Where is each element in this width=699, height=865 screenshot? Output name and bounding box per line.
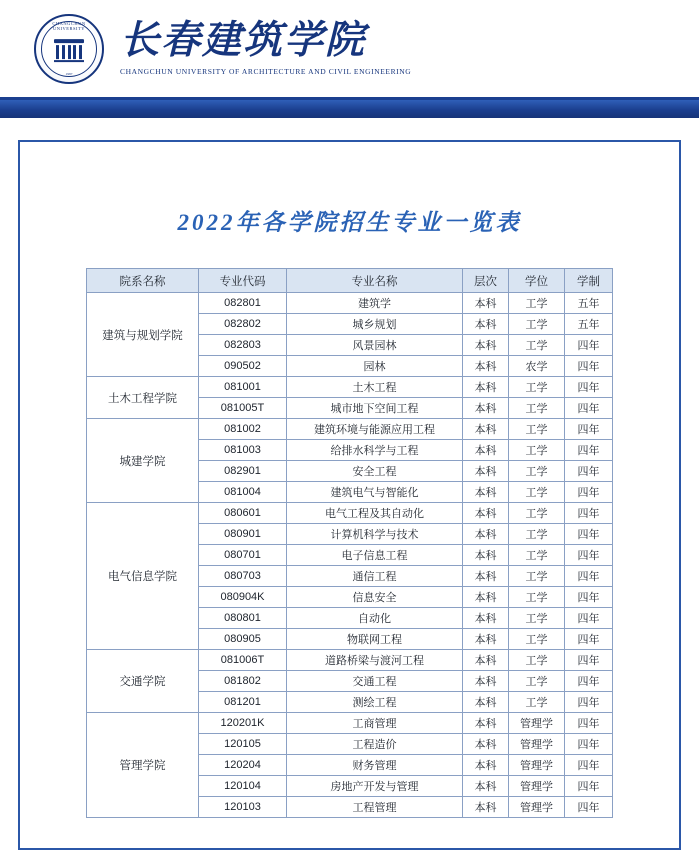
level-cell: 本科 [463,608,509,629]
years-cell: 四年 [565,608,613,629]
major-code-cell: 081004 [199,482,287,503]
major-code-cell: 090502 [199,356,287,377]
major-code-cell: 082802 [199,314,287,335]
years-cell: 四年 [565,503,613,524]
level-cell: 本科 [463,587,509,608]
column-header-1: 专业代码 [199,269,287,293]
degree-cell: 工学 [509,650,565,671]
years-cell: 四年 [565,734,613,755]
college-cell: 土木工程学院 [87,377,199,419]
years-cell: 四年 [565,545,613,566]
major-name-cell: 建筑电气与智能化 [287,482,463,503]
major-name-cell: 园林 [287,356,463,377]
years-cell: 四年 [565,629,613,650]
page-body [0,118,699,865]
level-cell: 本科 [463,566,509,587]
emblem-top-text: CHANGCHUN UNIVERSITY [52,20,86,31]
emblem-bottom-text: 1987 [65,71,73,76]
years-cell: 四年 [565,377,613,398]
major-code-cell: 081005T [199,398,287,419]
major-name-cell: 工程造价 [287,734,463,755]
level-cell: 本科 [463,545,509,566]
major-code-cell: 080801 [199,608,287,629]
years-cell: 四年 [565,776,613,797]
university-name-block [120,21,411,76]
degree-cell: 工学 [509,419,565,440]
college-cell: 管理学院 [87,713,199,818]
major-name-cell: 道路桥梁与渡河工程 [287,650,463,671]
table-body [87,293,613,818]
university-name-en: CHANGCHUN UNIVERSITY OF ARCHITECTURE AND CIVIL ENGINEERING [120,66,412,76]
major-code-cell: 081802 [199,671,287,692]
years-cell: 四年 [565,713,613,734]
level-cell: 本科 [463,524,509,545]
years-cell: 四年 [565,419,613,440]
level-cell: 本科 [463,629,509,650]
level-cell: 本科 [463,398,509,419]
degree-cell: 工学 [509,629,565,650]
major-code-cell: 080601 [199,503,287,524]
degree-cell: 工学 [509,566,565,587]
major-code-cell: 081006T [199,650,287,671]
years-cell: 四年 [565,461,613,482]
major-code-cell: 081002 [199,419,287,440]
level-cell: 本科 [463,335,509,356]
column-header-0: 院系名称 [87,269,199,293]
degree-cell: 工学 [509,587,565,608]
header-accent-bar [0,100,699,118]
degree-cell: 管理学 [509,755,565,776]
table-row [87,650,613,671]
major-code-cell: 081001 [199,377,287,398]
degree-cell: 管理学 [509,797,565,818]
level-cell: 本科 [463,797,509,818]
college-cell: 电气信息学院 [87,503,199,650]
major-name-cell: 建筑环境与能源应用工程 [287,419,463,440]
major-code-cell: 081003 [199,440,287,461]
major-name-cell: 房地产开发与管理 [287,776,463,797]
major-name-cell: 电气工程及其自动化 [287,503,463,524]
years-cell: 五年 [565,293,613,314]
major-code-cell: 080703 [199,566,287,587]
majors-table [86,268,613,818]
content-panel [18,140,681,850]
degree-cell: 工学 [509,398,565,419]
column-header-4: 学位 [509,269,565,293]
major-name-cell: 信息安全 [287,587,463,608]
major-code-cell: 082801 [199,293,287,314]
degree-cell: 工学 [509,692,565,713]
major-code-cell: 080904K [199,587,287,608]
degree-cell: 工学 [509,545,565,566]
site-header [0,0,699,100]
table-row [87,713,613,734]
years-cell: 四年 [565,356,613,377]
degree-cell: 工学 [509,482,565,503]
level-cell: 本科 [463,692,509,713]
emblem-gate-icon [54,39,84,61]
major-name-cell: 自动化 [287,608,463,629]
major-name-cell: 通信工程 [287,566,463,587]
level-cell: 本科 [463,461,509,482]
major-code-cell: 082901 [199,461,287,482]
degree-cell: 工学 [509,293,565,314]
years-cell: 四年 [565,482,613,503]
level-cell: 本科 [463,314,509,335]
years-cell: 五年 [565,314,613,335]
level-cell: 本科 [463,356,509,377]
years-cell: 四年 [565,755,613,776]
major-name-cell: 城乡规划 [287,314,463,335]
major-name-cell: 风景园林 [287,335,463,356]
major-code-cell: 120104 [199,776,287,797]
years-cell: 四年 [565,692,613,713]
major-name-cell: 电子信息工程 [287,545,463,566]
level-cell: 本科 [463,755,509,776]
years-cell: 四年 [565,650,613,671]
table-head [87,269,613,293]
column-header-3: 层次 [463,269,509,293]
degree-cell: 管理学 [509,776,565,797]
level-cell: 本科 [463,671,509,692]
college-cell: 城建学院 [87,419,199,503]
college-cell: 建筑与规划学院 [87,293,199,377]
degree-cell: 工学 [509,314,565,335]
table-row [87,377,613,398]
major-code-cell: 082803 [199,335,287,356]
major-code-cell: 080701 [199,545,287,566]
university-emblem-icon [34,14,104,84]
level-cell: 本科 [463,734,509,755]
level-cell: 本科 [463,293,509,314]
major-code-cell: 120204 [199,755,287,776]
college-cell: 交通学院 [87,650,199,713]
column-header-5: 学制 [565,269,613,293]
major-name-cell: 建筑学 [287,293,463,314]
page-title: 2022年各学院招生专业一览表 [177,210,522,235]
degree-cell: 工学 [509,335,565,356]
major-name-cell: 土木工程 [287,377,463,398]
degree-cell: 工学 [509,461,565,482]
degree-cell: 工学 [509,608,565,629]
major-code-cell: 120201K [199,713,287,734]
degree-cell: 工学 [509,671,565,692]
level-cell: 本科 [463,650,509,671]
header-inner [0,0,699,97]
level-cell: 本科 [463,419,509,440]
degree-cell: 工学 [509,503,565,524]
major-name-cell: 物联网工程 [287,629,463,650]
degree-cell: 管理学 [509,713,565,734]
major-name-cell: 测绘工程 [287,692,463,713]
level-cell: 本科 [463,482,509,503]
level-cell: 本科 [463,776,509,797]
major-code-cell: 120103 [199,797,287,818]
major-code-cell: 080905 [199,629,287,650]
level-cell: 本科 [463,503,509,524]
column-header-2: 专业名称 [287,269,463,293]
level-cell: 本科 [463,713,509,734]
major-name-cell: 交通工程 [287,671,463,692]
years-cell: 四年 [565,398,613,419]
years-cell: 四年 [565,440,613,461]
years-cell: 四年 [565,566,613,587]
university-name-cn: 长春建筑学院 [120,19,367,63]
degree-cell: 工学 [509,440,565,461]
major-code-cell: 081201 [199,692,287,713]
years-cell: 四年 [565,335,613,356]
years-cell: 四年 [565,524,613,545]
degree-cell: 管理学 [509,734,565,755]
major-name-cell: 工程管理 [287,797,463,818]
major-code-cell: 120105 [199,734,287,755]
table-row [87,419,613,440]
major-name-cell: 城市地下空间工程 [287,398,463,419]
table-header-row [87,269,613,293]
major-name-cell: 计算机科学与技术 [287,524,463,545]
major-name-cell: 工商管理 [287,713,463,734]
major-name-cell: 给排水科学与工程 [287,440,463,461]
years-cell: 四年 [565,587,613,608]
level-cell: 本科 [463,377,509,398]
degree-cell: 工学 [509,377,565,398]
major-code-cell: 080901 [199,524,287,545]
major-name-cell: 安全工程 [287,461,463,482]
degree-cell: 农学 [509,356,565,377]
level-cell: 本科 [463,440,509,461]
major-name-cell: 财务管理 [287,755,463,776]
years-cell: 四年 [565,797,613,818]
table-row [87,293,613,314]
degree-cell: 工学 [509,524,565,545]
years-cell: 四年 [565,671,613,692]
table-row [87,503,613,524]
